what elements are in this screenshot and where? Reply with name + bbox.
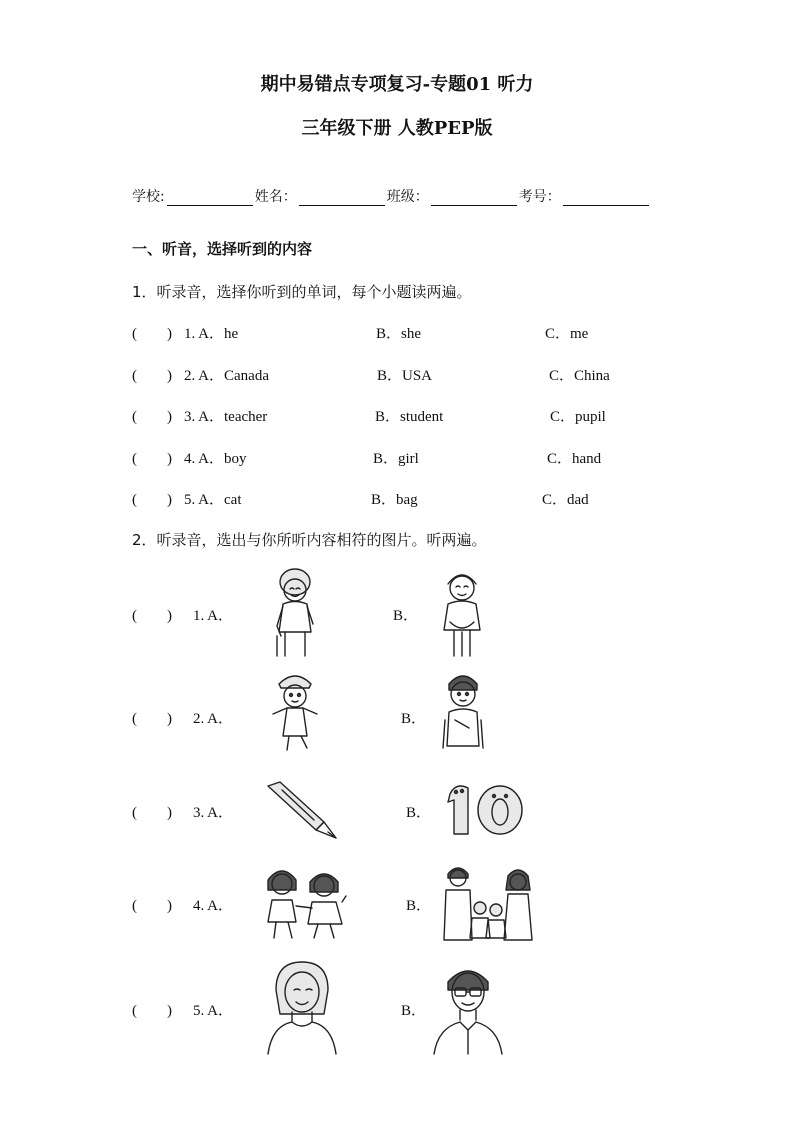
answer-paren[interactable]: ( ) [132, 326, 172, 342]
q1-item-2-a: 2. A．Canada [184, 368, 269, 384]
number-label: 考号： [518, 189, 561, 205]
answer-paren[interactable]: ( ) [132, 451, 172, 467]
q1-item-3-b: B．student [375, 409, 444, 425]
boy-icon[interactable] [437, 670, 489, 754]
q1-item-4-c: C．hand [547, 451, 602, 467]
answer-paren[interactable]: ( ) [132, 1003, 172, 1019]
section-heading: 一、听音，选择听到的内容 [132, 240, 313, 258]
pen-icon[interactable] [262, 778, 340, 842]
name-field[interactable] [299, 191, 385, 206]
answer-paren[interactable]: ( ) [132, 608, 172, 624]
man-icon[interactable] [428, 960, 508, 1054]
q2-item-5-a: 5. A． [193, 1003, 234, 1019]
woman-icon[interactable] [262, 960, 342, 1054]
answer-paren[interactable]: ( ) [132, 492, 172, 508]
name-label: 姓名： [254, 189, 297, 205]
q1-item-2-c: C．China [549, 368, 610, 384]
q1-item-4-b: B．girl [373, 451, 419, 467]
number-ten-icon[interactable] [440, 778, 526, 838]
q2-item-4-a: 4. A． [193, 898, 234, 914]
question-1-instruction: 1．听录音，选择你听到的单词，每个小题读两遍。 [132, 283, 472, 301]
q2-item-2-b: B． [401, 711, 427, 727]
q1-item-1-a: 1. A．he [184, 326, 239, 342]
family-icon[interactable] [438, 862, 534, 942]
q2-item-3-b: B． [406, 805, 432, 821]
q1-item-1-c: C．me [545, 326, 589, 342]
q2-item-4-b: B． [406, 898, 432, 914]
q1-item-4-a: 4. A．boy [184, 451, 247, 467]
two-girls-icon[interactable] [262, 862, 348, 942]
page-subtitle: 三年级下册 人教PEP版 [301, 118, 493, 139]
q2-item-3-a: 3. A． [193, 805, 234, 821]
page-title: 期中易错点专项复习-专题01 听力 [260, 74, 534, 95]
q1-item-1-b: B．she [376, 326, 422, 342]
girl-icon[interactable] [265, 670, 325, 754]
number-field[interactable] [563, 191, 649, 206]
q1-item-5-c: C．dad [542, 492, 589, 508]
question-2-instruction: 2．听录音，选出与你所听内容相符的图片。听两遍。 [132, 531, 487, 549]
answer-paren[interactable]: ( ) [132, 368, 172, 384]
class-label: 班级： [386, 189, 429, 205]
grandma-icon[interactable] [265, 566, 325, 658]
school-field[interactable] [167, 191, 253, 206]
q1-item-5-a: 5. A．cat [184, 492, 242, 508]
answer-paren[interactable]: ( ) [132, 898, 172, 914]
q1-item-3-c: C．pupil [550, 409, 606, 425]
answer-paren[interactable]: ( ) [132, 409, 172, 425]
grandpa-icon[interactable] [432, 566, 492, 658]
answer-paren[interactable]: ( ) [132, 711, 172, 727]
answer-paren[interactable]: ( ) [132, 805, 172, 821]
info-line [132, 186, 651, 206]
class-field[interactable] [431, 191, 517, 206]
q1-item-2-b: B．USA [377, 368, 433, 384]
q1-item-5-b: B．bag [371, 492, 418, 508]
q2-item-5-b: B． [401, 1003, 427, 1019]
q2-item-1-b: B． [393, 608, 419, 624]
q2-item-1-a: 1. A． [193, 608, 234, 624]
school-label: 学校: [132, 189, 165, 205]
q1-item-3-a: 3. A．teacher [184, 409, 268, 425]
q2-item-2-a: 2. A． [193, 711, 234, 727]
